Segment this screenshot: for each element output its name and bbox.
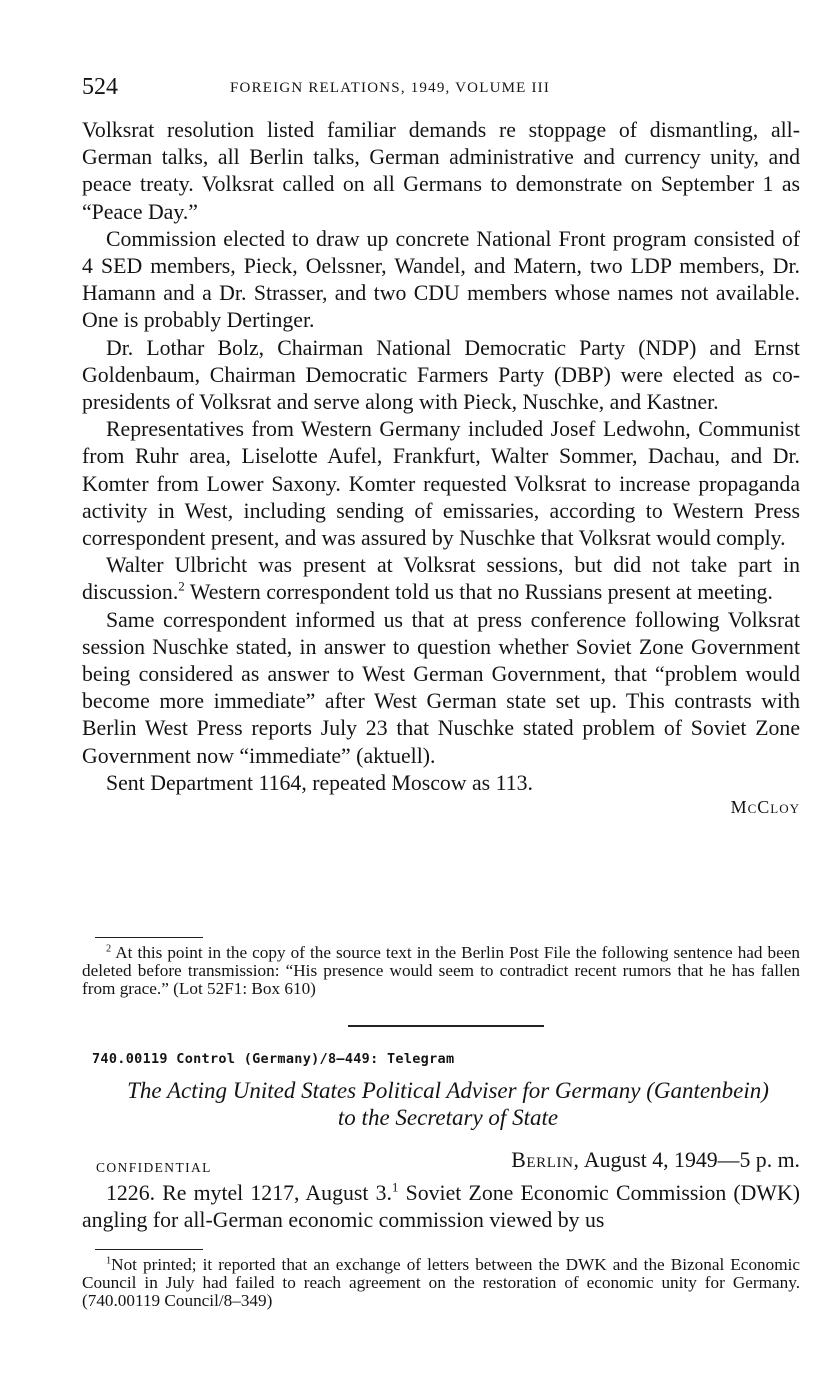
- document-title-line: The Acting United States Political Adviser for Germany (Gantenbein): [127, 1078, 769, 1103]
- footnote-divider: [95, 1249, 203, 1250]
- classification-label: CONFIDENTIAL: [96, 1160, 212, 1175]
- footnote-reference: 1: [391, 1179, 399, 1195]
- footnote-text: At this point in the copy of the source text in the Berlin Post File the following sentence had been deleted before transmission: “His presence would seem to contradict recent rumors that he has fallen from grace.” (Lot 52F1: Box 610): [82, 943, 800, 999]
- dateline: [96, 1148, 800, 1178]
- document-title: [96, 1077, 800, 1131]
- footnote-reference: 2: [178, 579, 185, 595]
- paragraph: Commission elected to draw up concrete National Front program consisted of 4 SED members, Pieck, Oelssner, Wandel, and Matern, two LDP members, Dr. Hamann and a Dr. Strasser, and two CDU members whose names not available. One is probably Dertinger.: [82, 226, 800, 333]
- body-text: [82, 117, 800, 819]
- page-number: 524: [82, 74, 118, 100]
- paragraph: Sent Department 1164, repeated Moscow as 113.: [106, 770, 533, 795]
- telegram-body: [82, 1180, 800, 1234]
- footnote-divider: [95, 937, 203, 938]
- file-reference: 740.00119 Control (Germany)/8–449: Telegram: [92, 1051, 455, 1067]
- footnote-mark: 2: [106, 943, 112, 955]
- running-header: [82, 74, 800, 106]
- document-title-line: to the Secretary of State: [337, 1105, 559, 1130]
- footnote-mark: 1: [106, 1255, 112, 1267]
- place-date: [511, 1148, 800, 1173]
- paragraph-text: Western correspondent told us that no Russians present at meeting.: [184, 580, 773, 605]
- footnote: [82, 944, 800, 999]
- signature: McCloy: [730, 797, 800, 818]
- paragraph: Same correspondent informed us that at press conference following Volksrat session Nuschke stated, in answer to question whether Soviet Zone Government being considered as answer to West German Government, that “problem would become more immediate” after West German state set up. This contrasts with Berlin West Press reports July 23 that Nuschke stated problem of Soviet Zone Government now “immediate” (aktuell).: [82, 607, 800, 768]
- paragraph-text: 1226. Re mytel 1217, August 3.: [106, 1181, 392, 1205]
- section-divider: [348, 1025, 544, 1027]
- paragraph: Volksrat resolution listed familiar demands re stoppage of dismantling, all-German talks, all Berlin talks, German administrative and currency unity, and peace treaty. Volksrat called on all Germans to demonstrate on September 1 as “Peace Day.”: [82, 118, 800, 224]
- paragraph-ulbricht: [82, 552, 800, 606]
- paragraph: [82, 1180, 800, 1234]
- running-title: FOREIGN RELATIONS, 1949, VOLUME III: [230, 80, 551, 96]
- date: August 4, 1949—5 p. m.: [579, 1148, 800, 1172]
- paragraph: Dr. Lothar Bolz, Chairman National Democratic Party (NDP) and Ernst Goldenbaum, Chairman Democratic Farmers Party (DBP) were elected as co-presidents of Volksrat and serve along with Pieck, Nuschke, and Kastner.: [82, 335, 800, 415]
- footnote-text: Not printed; it reported that an exchange of letters between the DWK and the Bizonal Economic Council in July had failed to reach agreement on the restoration of economic unity for Germany. (740.00119 Council/8–349): [82, 1255, 800, 1311]
- paragraph: Representatives from Western Germany included Josef Ledwohn, Communist from Ruhr area, Liselotte Aufel, Frankfurt, Walter Sommer, Dachau, and Dr. Komter from Lower Saxony. Komter requested Volksrat to increase propaganda activity in West, including sending of emissaries, according to Western Press correspondent present, and was assured by Nuschke that Volksrat would comply.: [82, 417, 800, 551]
- place: Berlin,: [511, 1148, 580, 1172]
- paragraph-text: Walter Ulbricht was present at Volksrat sessions, but did not take part in discussion.: [82, 553, 800, 605]
- paragraph-text: Soviet Zone Economic Commission (DWK) angling for all-German economic commission viewed by us: [82, 1181, 800, 1233]
- footnote: [82, 1256, 800, 1311]
